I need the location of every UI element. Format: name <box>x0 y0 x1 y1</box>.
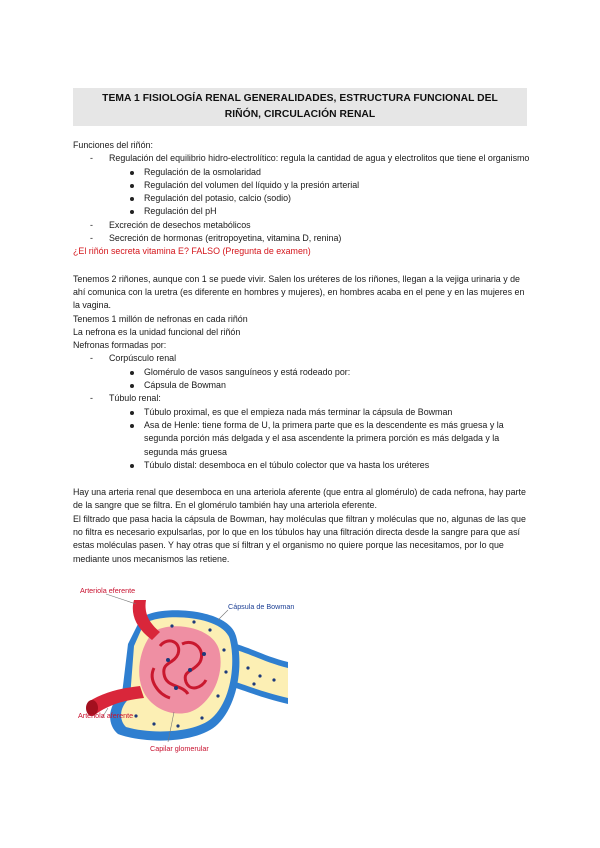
nephron-part-label: Túbulo renal: <box>109 393 161 404</box>
function-subitem: Regulación del pH <box>144 205 533 218</box>
corpuscle-subitem: Cápsula de Bowman <box>144 379 533 392</box>
nephron-parts-heading: Nefronas formadas por: <box>73 340 167 351</box>
function-subitem: Regulación del potasio, calcio (sodio) <box>144 192 533 205</box>
spacer <box>73 259 533 273</box>
title-box <box>73 88 527 126</box>
nephron-part-label: Corpúsculo renal <box>109 353 177 364</box>
label-afferent-arteriole: Arteriola aferente <box>78 711 134 720</box>
label-line-efferent <box>106 594 136 604</box>
corpuscle-sublist <box>109 366 533 393</box>
label-glomerular-capillary: Capilar glomerular <box>150 744 209 753</box>
title-line-1: TEMA 1 FISIOLOGÍA RENAL GENERALIDADES, ESTRUCTURA FUNCIONAL DEL <box>102 93 498 104</box>
function-item: - Secreción de hormonas (eritropoyetina, vitamina D, renina) <box>109 232 533 245</box>
function-sublist <box>109 166 533 219</box>
function-item: - Excreción de desechos metabólicos <box>109 219 533 232</box>
functions-heading: Funciones del riñón: <box>73 140 153 150</box>
label-bowman-capsule: Cápsula de Bowman <box>228 602 295 611</box>
function-item-text: Regulación del equilibrio hidro-electrolítico: regula la cantidad de agua y electrolitos que tiene el organismo <box>109 153 530 164</box>
circulation-paragraph-2: El filtrado que pasa hacia la cápsula de Bowman, hay moléculas que filtran y moléculas que no, algunas de las que no filtra es necesario expulsarlas, por lo que en los túbulos hay una filtración directa desde la sangre para que así estas moléculas pasen. Y hay otras que sí filtran y el organismo no quiere porque las necesitamos, por lo que mediante unos mecanismos las retiene. <box>73 513 526 564</box>
label-efferent-arteriole: Arteriola eferente <box>80 586 136 595</box>
nephron-part <box>109 352 533 392</box>
tubule-subitem: Túbulo distal: desemboca en el túbulo colector que va hasta los uréteres <box>144 459 533 472</box>
document-body <box>73 139 533 566</box>
kidneys-paragraph: Tenemos 2 riñones, aunque con 1 se puede vivir. Salen los uréteres de los riñones, llegan a la vejiga urinaria y de ahí comunica con la uretra (es diferente en hombres y mujeres), en hombres acaba en el pene y en las mujeres en la vagina. <box>73 273 525 311</box>
function-item <box>109 152 533 218</box>
function-subitem: Regulación del volumen del líquido y la presión arterial <box>144 179 533 192</box>
functions-list <box>73 152 533 245</box>
label-line-bowman <box>218 610 228 620</box>
circulation-paragraph-1: Hay una arteria renal que desemboca en una arteriola aferente (que entra al glomérulo) de cada nefrona, hay parte de la sangre que se filtra. En el glomérulo también hay una arteriola eferente. <box>73 487 526 511</box>
nephron-part <box>109 392 533 472</box>
page-title <box>102 91 498 123</box>
renal-corpuscle-figure <box>78 584 295 756</box>
spacer <box>73 472 533 486</box>
tubule-subitem: Asa de Henle: tiene forma de U, la primera parte que es la descendente es más gruesa y la segunda porción más delgada y el asa ascendente la primera porción es más delgada y la segunda más gruesa <box>144 419 533 459</box>
corpuscle-subitem: Glomérulo de vasos sanguíneos y está rodeado por: <box>144 366 533 379</box>
tubule-subitem: Túbulo proximal, es que el empieza nada más terminar la cápsula de Bowman <box>144 406 533 419</box>
function-subitem: Regulación de la osmolaridad <box>144 166 533 179</box>
tubule-sublist <box>109 406 533 472</box>
title-line-2: RIÑÓN, CIRCULACIÓN RENAL <box>224 109 376 120</box>
nephron-unit: La nefrona es la unidad funcional del riñón <box>73 326 241 337</box>
nephron-parts-list <box>73 352 533 472</box>
exam-note: ¿El riñón secreta vitamina E? FALSO (Pregunta de examen) <box>73 246 311 257</box>
nephron-count: Tenemos 1 millón de nefronas en cada riñón <box>73 313 248 324</box>
